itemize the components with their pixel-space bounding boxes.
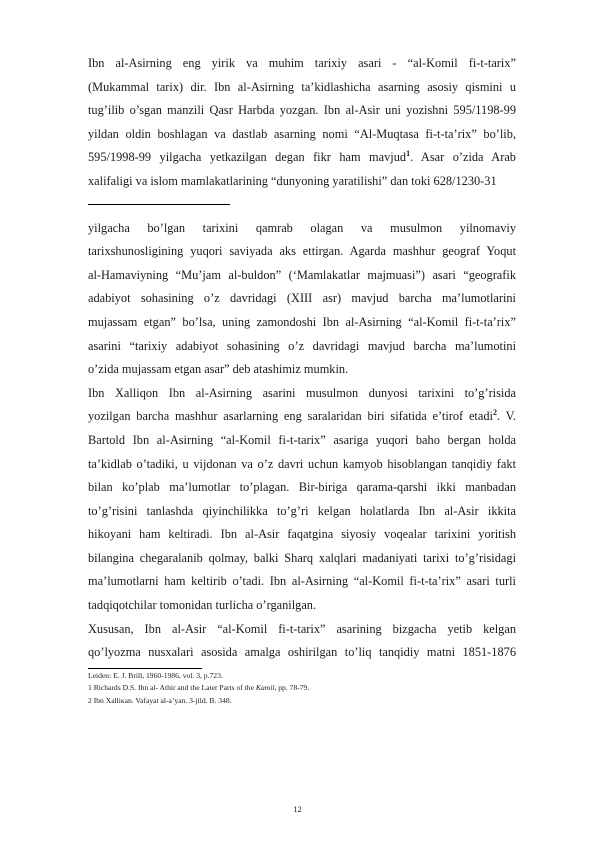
text-line: Ibn al-Asirning eng yirik va muhim tarixiy asari - “al-Komil fi-t-tarix” — [88, 56, 516, 70]
text-line: (Mukammal tarix) dir. Ibn al-Asirning ta’kidlashicha asarning asosiy qismini u — [88, 79, 516, 94]
text-line: Bartold Ibn al-Asirning “al-Komil fi-t-tarix” asariga yuqori baho bergan holda — [88, 432, 516, 447]
text-line: yildan oldin boshlagan va dastlab asarning nomi “Al-Muqtasa fi-t-ta’rix” bo’lib, — [88, 126, 516, 141]
text-line: hikoyani ham keltiradi. Ibn al-Asir faqatgina siyosiy voqealar tarixini yoritish — [88, 527, 516, 542]
text-line: bilan ko’plab ma’lumotlar to’plagan. Bir-biriga qarama-qarshi ikki manbadan — [88, 480, 516, 495]
footnote-text: , pp. 78-79. — [274, 683, 310, 693]
text-line: asarini “tarixiy adabiyot sohasining o’z davridagi mavjud barcha ma’lumotini — [88, 338, 516, 353]
footnote-marker: 2 — [492, 408, 497, 418]
footnote: 2 Ibn Xalliкan. Vafayat al-a’yan. 3-jild. B. 348. — [88, 695, 232, 705]
text-line: yilgacha bo’lgan tarixini qamrab olagan va musulmon yilnomaviy — [88, 220, 516, 235]
document-page — [88, 52, 516, 707]
text-line — [88, 146, 516, 170]
text-line: o’zida mujassam etgan asar” deb atashimiz mumkin. — [88, 362, 349, 377]
footnote-marker: 1 — [406, 149, 411, 159]
text-line: tarixshunosligining yuqori saviyada aks ettirgan. Agarda mashhur geograf Yoqut — [88, 244, 516, 259]
footnote-text: 1 Richards D.S. Ibn al- Athir and the Later Parts of the — [88, 683, 256, 693]
text-line — [88, 405, 516, 429]
footnote-italic: Kamil — [255, 683, 275, 693]
text-line: al-Hamaviyning “Mu’jam al-buldon” (‘Mamlakatlar majmuasi”) asari “geografik — [88, 267, 516, 282]
text-line: Xususan, Ibn al-Asir “al-Komil fi-t-tarix” asarining bizgacha yetib kelgan — [88, 621, 516, 636]
text-line: qo’lyozma nusxalari asosida amalga oshirilgan to’liq tanqidiy matni 1851-1876 — [88, 645, 516, 660]
page-number: 12 — [293, 804, 302, 814]
text-span: 595/1998-99 yilgacha yetkazilgan degan fikr ham mavjud — [88, 150, 407, 165]
text-line: to’g’risini tanlashda qiyinchilikka to’g’ri kelgan holatlarda Ibn al-Asir ikkita — [88, 503, 516, 518]
text-line: Ibn Xalliqon Ibn al-Asirning asarini musulmon dunyosi tarixini to’g’risida — [88, 385, 516, 400]
text-line: mujassam etgan” bo’lsa, uning zamondoshi Ibn al-Asirning “al-Komil fi-t-ta’rix” — [88, 314, 516, 329]
text-span: . Asar o’zida Arab — [410, 150, 516, 165]
text-span: . V. — [496, 409, 517, 424]
footnote: Leiden: E. J. Brill, 1960-1986, vol. 3, p.723. — [88, 670, 223, 680]
text-line: tug’ilib o’sgan manzili Qasr Harbda yozgan. Ibn al-Asir uni yozishni 595/1198-99 — [88, 103, 516, 118]
text-line: adabiyot sohasining o’z davridagi (XIII asr) mavjud barcha ma’lumotlarini — [88, 291, 516, 306]
text-line: xalifaligi va islom mamlakatlarining “dunyoning yaratilishi” dan toki 628/1230-31 — [88, 173, 497, 188]
text-line: bilangina chegaralanib qolmay, balki Sharq xalqlari madaniyati tarixi to’g’risidagi — [88, 550, 516, 565]
footnote — [88, 682, 516, 694]
text-line: ta’kidlab o’tadiki, u vijdonan va o’z davri uchun kamyob hisoblangan tanqidiy fakt — [88, 456, 516, 471]
text-span: yozilgan barcha mashhur asarlarning eng saralaridan biri sifatida e’tirof etadi — [88, 409, 493, 424]
text-line: ma’lumotlarni ham keltirib o’tadi. Ibn al-Asirning “al-Komil fi-t-ta’rix” asari turli — [88, 574, 516, 589]
text-line: tadqiqotchilar tomonidan turlicha o’rganilgan. — [88, 598, 317, 613]
